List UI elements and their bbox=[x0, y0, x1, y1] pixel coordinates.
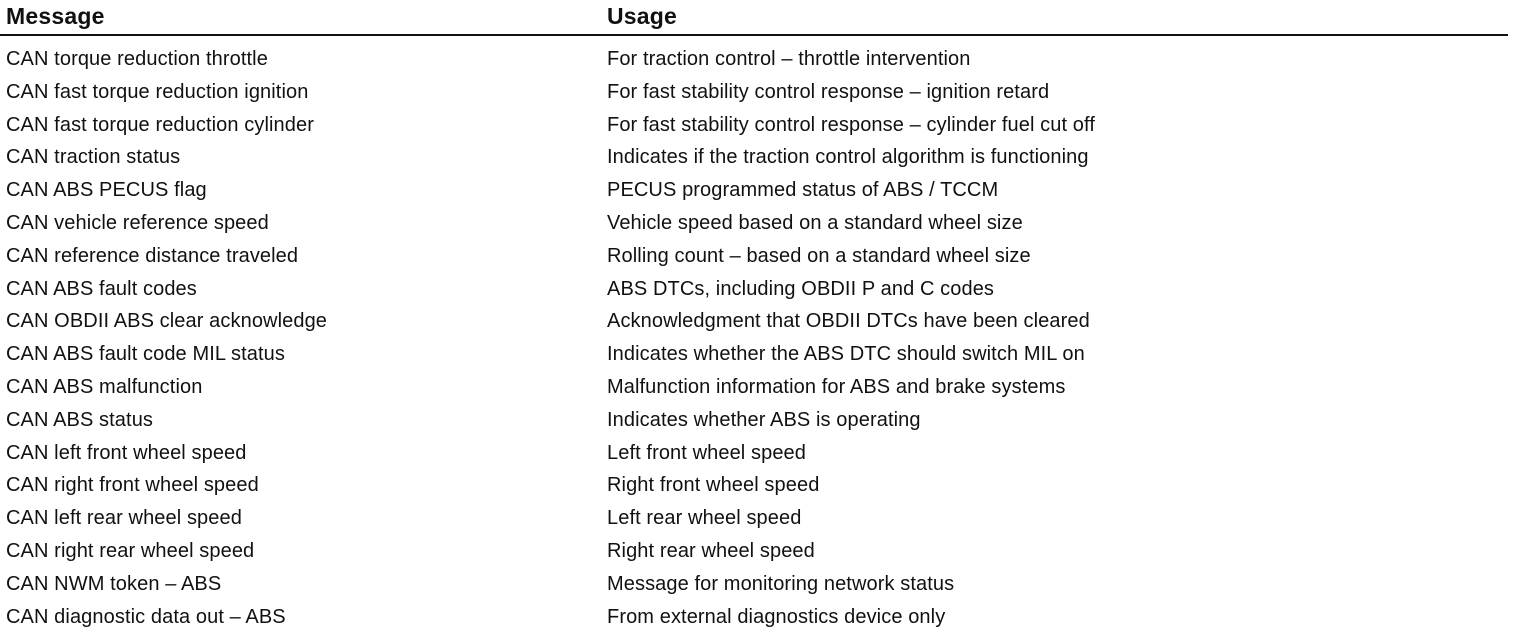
message-cell: CAN ABS status bbox=[6, 408, 154, 431]
message-cell: CAN fast torque reduction ignition bbox=[6, 80, 309, 103]
table-row bbox=[0, 207, 1508, 240]
usage-cell: Rolling count – based on a standard wheel size bbox=[607, 244, 1031, 267]
message-cell: CAN vehicle reference speed bbox=[6, 211, 269, 234]
message-cell: CAN ABS malfunction bbox=[6, 375, 203, 398]
message-cell: CAN NWM token – ABS bbox=[6, 572, 222, 595]
usage-cell: Right rear wheel speed bbox=[607, 539, 815, 562]
usage-cell: Left front wheel speed bbox=[607, 441, 806, 464]
message-cell: CAN traction status bbox=[6, 146, 181, 169]
table-row bbox=[0, 371, 1508, 404]
message-cell: CAN torque reduction throttle bbox=[6, 48, 268, 70]
usage-cell: PECUS programmed status of ABS / TCCM bbox=[607, 179, 999, 202]
table-row bbox=[0, 502, 1508, 535]
column-header-usage: Usage bbox=[607, 3, 678, 29]
table-row bbox=[0, 469, 1508, 502]
usage-cell: Malfunction information for ABS and brake systems bbox=[607, 375, 1066, 398]
message-cell: CAN diagnostic data out – ABS bbox=[6, 605, 286, 628]
usage-cell: For traction control – throttle intervention bbox=[607, 48, 971, 70]
table-row bbox=[0, 174, 1508, 207]
usage-cell: Acknowledgment that OBDII DTCs have been cleared bbox=[607, 310, 1090, 333]
usage-cell: Indicates whether the ABS DTC should switch MIL on bbox=[607, 343, 1085, 366]
usage-cell: For fast stability control response – cylinder fuel cut off bbox=[607, 113, 1095, 136]
usage-cell: For fast stability control response – ignition retard bbox=[607, 80, 1050, 103]
table-row bbox=[0, 109, 1508, 142]
table-row bbox=[0, 404, 1508, 437]
table-row bbox=[0, 305, 1508, 338]
table-row bbox=[0, 76, 1508, 109]
usage-cell: Indicates whether ABS is operating bbox=[607, 408, 921, 431]
message-cell: CAN left rear wheel speed bbox=[6, 507, 242, 530]
table-row bbox=[0, 43, 1508, 76]
table-row bbox=[0, 273, 1508, 306]
message-cell: CAN left front wheel speed bbox=[6, 441, 247, 464]
usage-cell: Left rear wheel speed bbox=[607, 507, 802, 530]
usage-cell: Indicates if the traction control algorithm is functioning bbox=[607, 146, 1089, 169]
usage-cell: ABS DTCs, including OBDII P and C codes bbox=[607, 277, 995, 300]
usage-cell: Right front wheel speed bbox=[607, 474, 820, 497]
message-cell: CAN reference distance traveled bbox=[6, 244, 299, 267]
table-row bbox=[0, 437, 1508, 470]
table-row bbox=[0, 240, 1508, 273]
message-cell: CAN ABS PECUS flag bbox=[6, 179, 207, 202]
message-cell: CAN ABS fault code MIL status bbox=[6, 343, 285, 366]
table-body bbox=[0, 43, 1508, 633]
message-cell: CAN right front wheel speed bbox=[6, 474, 259, 497]
table-row bbox=[0, 568, 1508, 601]
table-row bbox=[0, 535, 1508, 568]
message-cell: CAN fast torque reduction cylinder bbox=[6, 113, 314, 136]
message-cell: CAN ABS fault codes bbox=[6, 277, 197, 300]
table-row bbox=[0, 338, 1508, 371]
message-cell: CAN right rear wheel speed bbox=[6, 539, 255, 562]
column-header-message: Message bbox=[6, 3, 105, 29]
message-cell: CAN OBDII ABS clear acknowledge bbox=[6, 310, 328, 333]
usage-cell: From external diagnostics device only bbox=[607, 605, 946, 628]
table-row bbox=[0, 601, 1508, 634]
usage-cell: Vehicle speed based on a standard wheel size bbox=[607, 211, 1023, 234]
usage-cell: Message for monitoring network status bbox=[607, 572, 955, 595]
table-row bbox=[0, 141, 1508, 174]
table-header bbox=[0, 0, 1508, 36]
